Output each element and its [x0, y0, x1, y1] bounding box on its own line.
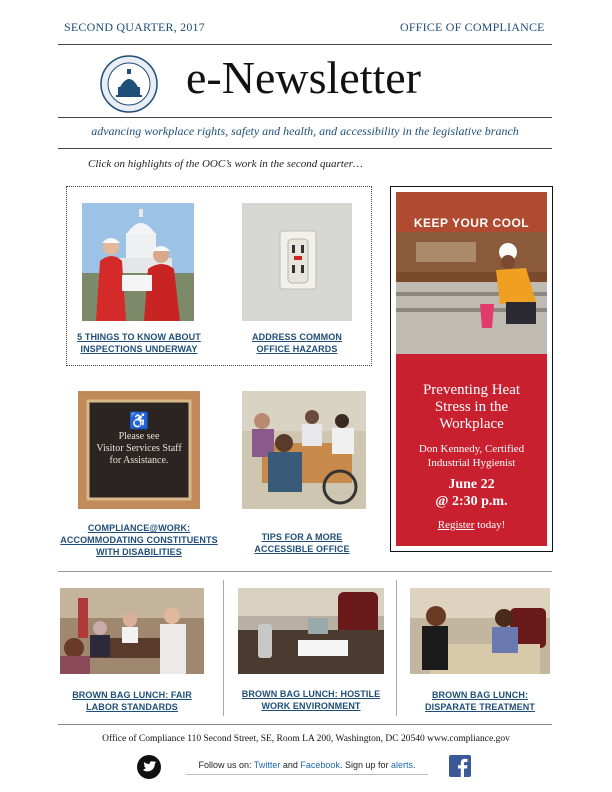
register-link[interactable]: Register: [437, 519, 475, 531]
event-register: Register today!: [437, 519, 506, 531]
link-disparate-treatment[interactable]: BROWN BAG LUNCH: DISPARATE TREATMENT: [425, 690, 535, 712]
section-rule: [58, 571, 552, 572]
header-rule-middle: [58, 117, 552, 118]
event-time: @ 2:30 p.m.: [435, 494, 508, 509]
outlet-photo[interactable]: [242, 203, 352, 321]
wheelchair-icon: ♿: [129, 413, 149, 430]
newsletter-title: e-Newsletter: [186, 52, 421, 103]
keep-your-cool-banner: KEEP YOUR COOL: [413, 216, 530, 230]
header-rule-bottom: [58, 148, 552, 149]
hostile-work-photo[interactable]: [238, 588, 384, 674]
visitor-sign-photo[interactable]: [78, 391, 200, 509]
event-speaker: Don Kennedy, Certified Industrial Hygienist: [418, 443, 525, 469]
link-inspections[interactable]: 5 THINGS TO KNOW ABOUT INSPECTIONS UNDERWAY: [77, 332, 201, 354]
divider-2: [396, 580, 397, 716]
footer-address: Office of Compliance 110 Second Street, SE, Room LA 200, Washington, DC 20540 www.compliance.gov: [102, 734, 510, 744]
tagline: advancing workplace rights, safety and health, and accessibility in the legislative branch: [91, 124, 519, 138]
footer-rule: [58, 724, 552, 725]
alerts-link[interactable]: alerts: [390, 760, 413, 770]
event-heading: Preventing Heat Stress in the Workplace: [422, 382, 521, 432]
accessible-office-photo[interactable]: [242, 391, 366, 509]
ooc-seal-logo: [100, 55, 158, 113]
office-name: OFFICE OF COMPLIANCE: [400, 20, 545, 34]
link-accessible-office[interactable]: TIPS FOR A MORE ACCESSIBLE OFFICE: [254, 532, 350, 554]
header-rule-top: [58, 44, 552, 45]
event-panel-background: [396, 192, 547, 546]
intro-text: Click on highlights of the OOC’s work in the second quarter…: [88, 158, 363, 170]
link-compliance-at-work[interactable]: COMPLIANCE@WORK: ACCOMMODATING CONSTITUENTS WITH DISABILITIES: [60, 523, 218, 557]
link-hostile-work[interactable]: BROWN BAG LUNCH: HOSTILE WORK ENVIRONMENT: [241, 689, 381, 711]
twitter-link[interactable]: Twitter: [253, 760, 281, 770]
event-date: June 22: [448, 477, 495, 492]
link-office-hazards[interactable]: ADDRESS COMMON OFFICE HAZARDS: [252, 332, 342, 354]
link-fair-labor[interactable]: BROWN BAG LUNCH: FAIR LABOR STANDARDS: [72, 690, 192, 712]
fair-labor-photo[interactable]: [60, 588, 204, 674]
social-follow-line: Follow us on: Twitter and Facebook. Sign up for alerts.: [186, 760, 428, 775]
sign-line-3: for Assistance.: [109, 455, 169, 466]
divider-1: [223, 580, 224, 716]
facebook-icon[interactable]: [449, 755, 471, 777]
issue-date: SECOND QUARTER, 2017: [64, 20, 205, 34]
sign-line-1: Please see: [118, 431, 160, 442]
sign-line-2: Visitor Services Staff: [96, 443, 182, 454]
heat-stress-event-panel[interactable]: [390, 186, 553, 552]
disparate-treatment-photo[interactable]: [410, 588, 550, 674]
twitter-icon[interactable]: [137, 755, 161, 779]
inspections-photo[interactable]: [82, 203, 194, 321]
facebook-link[interactable]: Facebook: [300, 760, 340, 770]
